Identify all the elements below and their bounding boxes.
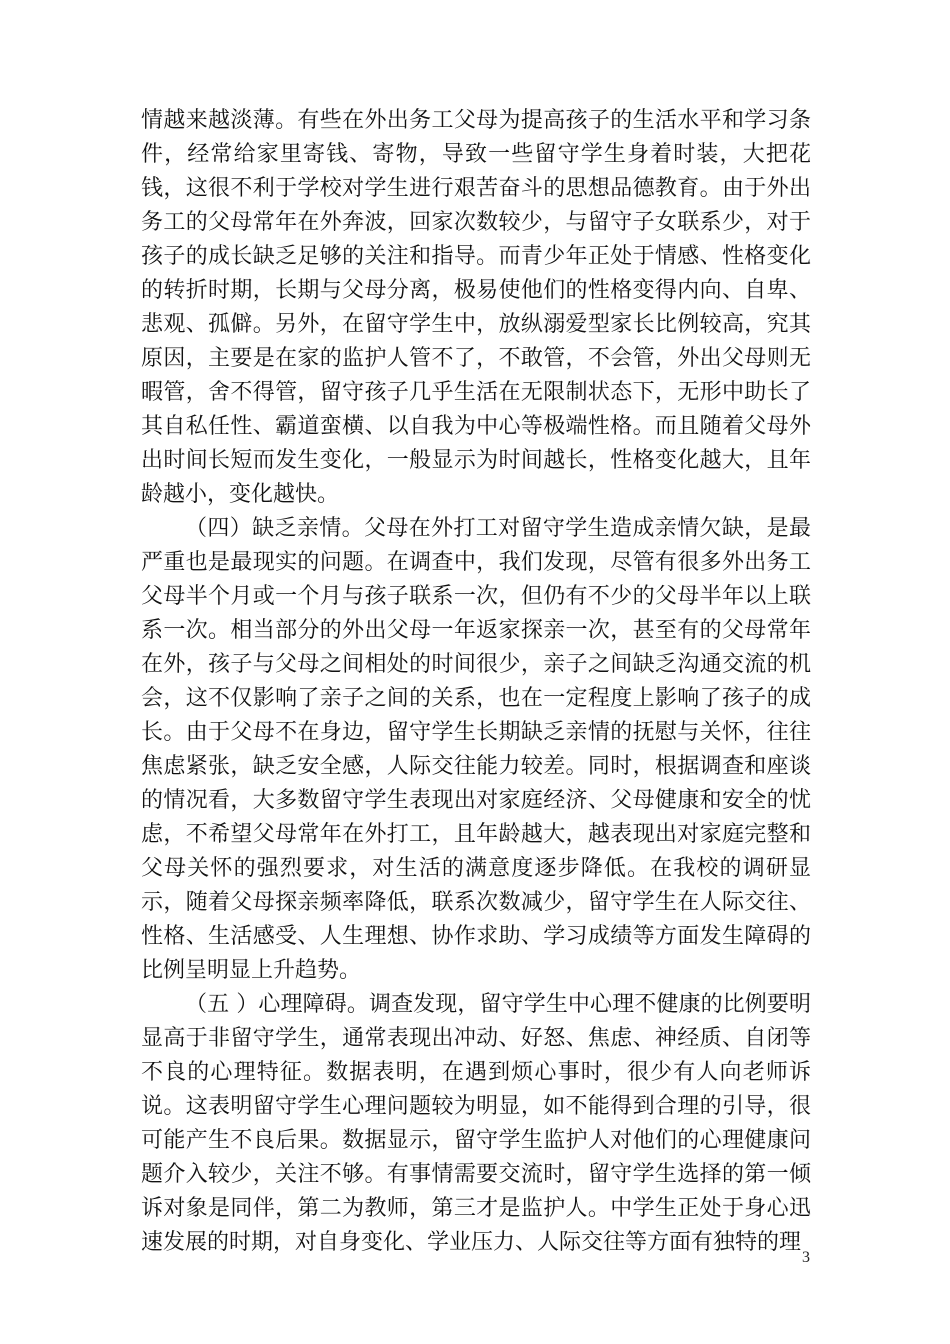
page-number: 3 xyxy=(802,1249,810,1266)
paragraph-section-four: （四）缺乏亲情。父母在外打工对留守学生造成亲情欠缺，是最严重也是最现实的问题。在调查中，我们发现，尽管有很多外出务工父母半个月或一个月与孩子联系一次，但仍有不少的父母半年以上联系一次。相当部分的外出父母一年返家探亲一次，甚至有的父母常年在外，孩子与父母之间相处的时间很少，亲子之间缺乏沟通交流的机会，这不仅影响了亲子之间的关系，也在一定程度上影响了孩子的成长。由于父母不在身边，留守学生长期缺乏亲情的抚慰与关怀，往往焦虑紧张，缺乏安全感，人际交往能力较差。同时，根据调查和座谈的情况看，大多数留守学生表现出对家庭经济、父母健康和安全的忧虑，不希望父母常年在外打工，且年龄越大，越表现出对家庭完整和父母关怀的强烈要求，对生活的满意度逐步降低。在我校的调研显示，随着父母探亲频率降低，联系次数减少，留守学生在人际交往、性格、生活感受、人生理想、协作求助、学习成绩等方面发生障碍的比例呈明显上升趋势。 xyxy=(141,516,811,983)
paragraph-continuation: 情越来越淡薄。有些在外出务工父母为提高孩子的生活水平和学习条件，经常给家里寄钱、寄物，导致一些留守学生身着时装，大把花钱，这很不利于学校对学生进行艰苦奋斗的思想品德教育。由于外出务工的父母常年在外奔波，回家次数较少，与留守子女联系少，对于孩子的成长缺乏足够的关注和指导。而青少年正处于情感、性格变化的转折时期，长期与父母分离，极易使他们的性格变得内向、自卑、悲观、孤僻。另外，在留守学生中，放纵溺爱型家长比例较高，究其原因，主要是在家的监护人管不了，不敢管，不会管，外出父母则无暇管，舍不得管，留守孩子几乎生活在无限制状态下，无形中助长了其自私任性、霸道蛮横、以自我为中心等极端性格。而且随着父母外出时间长短而发生变化，一般显示为时间越长，性格变化越大，且年龄越小，变化越快。 xyxy=(141,108,811,507)
body-text xyxy=(141,104,811,1260)
paragraph-section-five: （五 ）心理障碍。调查发现，留守学生中心理不健康的比例要明显高于非留守学生，通常表现出冲动、好怒、焦虑、神经质、自闭等不良的心理特征。数据表明，在遇到烦心事时，很少有人向老师诉说。这表明留守学生心理问题较为明显，如不能得到合理的引导，很可能产生不良后果。数据显示，留守学生监护人对他们的心理健康问题介入较少，关注不够。有事情需要交流时，留守学生选择的第一倾诉对象是同伴，第二为教师，第三才是监护人。中学生正处于身心迅速发展的时期，对自身变化、学业压力、人际交往等方面有独特的理 xyxy=(141,992,811,1255)
